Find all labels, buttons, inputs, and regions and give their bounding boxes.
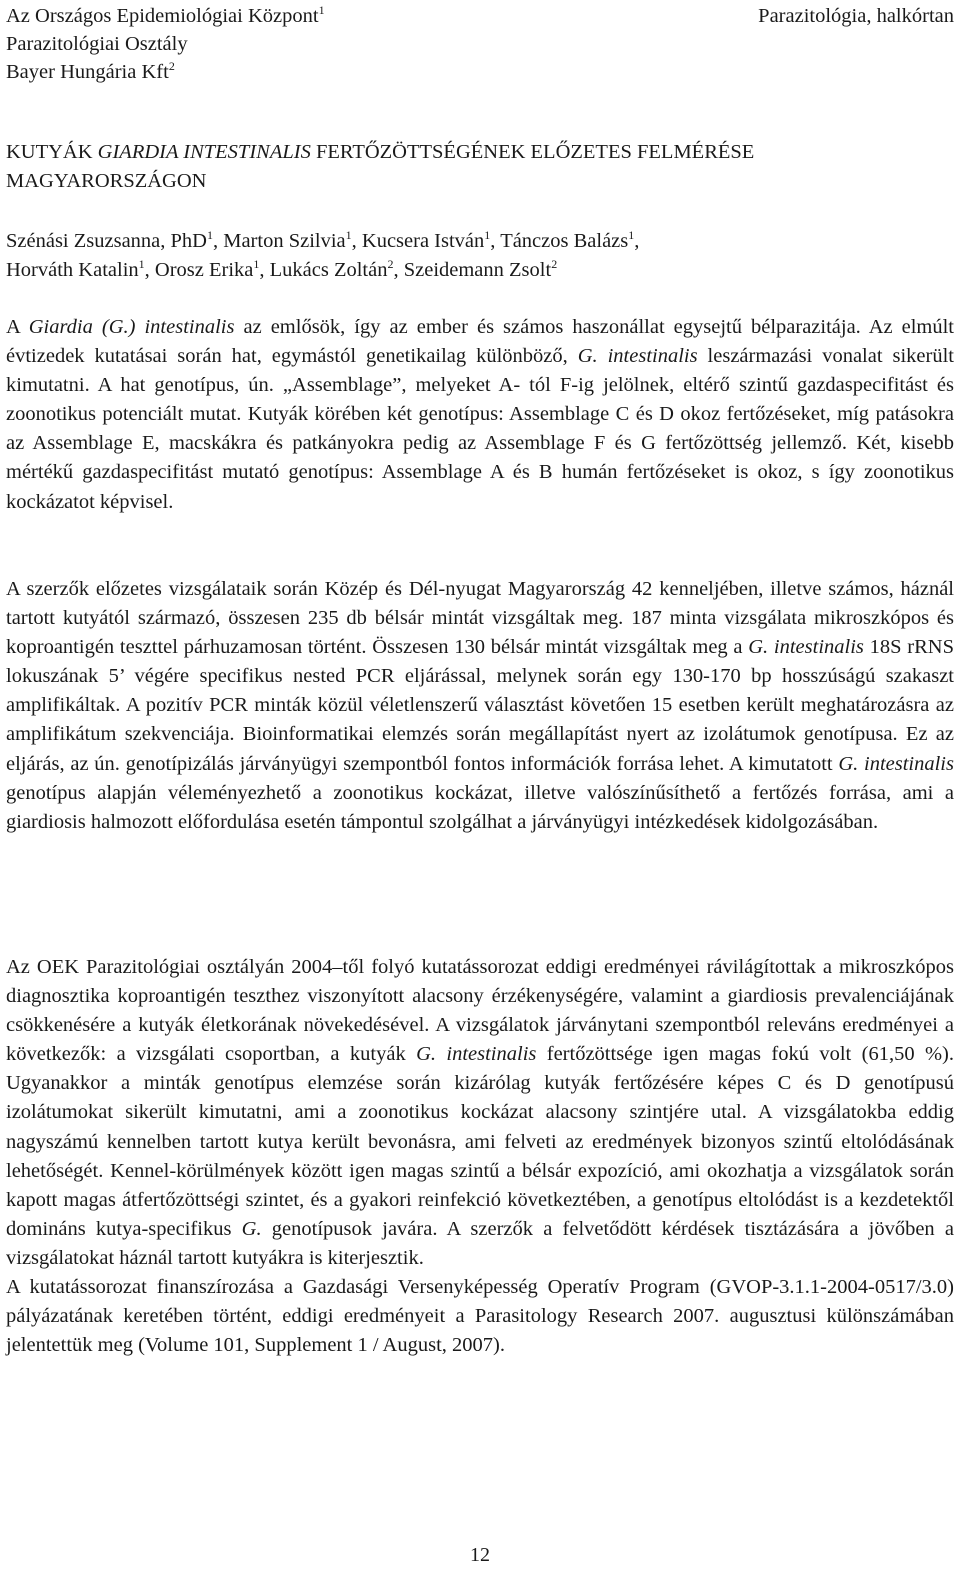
author-name: Lukács Zoltán: [269, 259, 388, 281]
author-name: Orosz Erika: [154, 259, 254, 281]
paragraph-methods: [6, 575, 954, 837]
author-line: [6, 227, 954, 256]
author-sup: 1: [206, 228, 213, 243]
title-text: FERTŐZÖTTSÉGÉNEK ELŐZETES FELMÉRÉSE: [310, 141, 755, 163]
page-number: 12: [470, 1544, 490, 1566]
author-name: Tánczos Balázs: [500, 230, 629, 252]
text-run: Az OEK Parazitológiai osztályán 2004–től folyó kutatássorozat eddigi eredményei rávilágítottak a mikroszkópos diagnosztika koproantigén teszthez viszonyított alacsony érzékenységére, valamint a giardiosis prevalenciájának csökkenésére a kutyák életkorának növekedésével. A vizsgálatok járványtani szempontból releváns eredményei a következők: a vizsgálati csoportban, a kutyák: [6, 956, 954, 1066]
author-sup: 2: [551, 257, 558, 272]
text-run: az emlősök, így az ember és számos haszonállat egysejtű bélparazitája. Az elmúlt évtizedek kutatásai során hat, egymástól genetikailag különböző,: [6, 316, 954, 368]
author-sup: 1: [345, 228, 352, 243]
paragraph-results: [6, 953, 954, 1360]
author-name: Szénási Zsuzsanna, PhD: [6, 230, 207, 252]
text-run: leszármazási vonalat sikerült kimutatni. A hat genotípus, ún. „Assemblage”, melyeket A- tól F-ig jelölnek, eltérő szintű gazdaspecifitást és zoonotikus potenciált mutat. Kutyák körében két genotípus: Assemblage C és D okoz fertőzéseket, míg patásokra az Assemblage E, macskákra és patkányokra pedig az Assemblage F és G fertőzöttség jellemző. Két, kisebb mértékű gazdaspecifitást mutató genotípus: Assemblage A és B humán fertőzéseket is okoz, s így zoonotikus kockázatot képvisel.: [6, 345, 954, 513]
author-sup: 1: [138, 257, 145, 272]
author-name: Kucsera István: [361, 230, 485, 252]
text-run: A: [6, 316, 29, 338]
italic-run: G.: [241, 1217, 262, 1240]
text-run: fertőzöttsége igen magas fokú volt (61,50 %). Ugyanakkor a minták genotípus elemzése során kizárólag kutyák fertőzésére képes C és D genotípusú izolátumokat sikerült kimutatni, ami a zoonotikus kockázat alacsony szintjére utal. A vizsgálatokba eddig nagyszámú kennelben tartott kutya került bevonásra, ami felveti az eredmények bizonyos szintű eltolódásának lehetőségét. Kennel-körülmények között igen magas szintű a bélsár expozíció, ami okozhatja a vizsgálatok során kapott magas átfertőzöttségi szintet, és a gyakori reinfekció következtében, a genotípus eltolódást is a kezdetektől domináns kutya-specifikus: [6, 1043, 954, 1240]
affiliations: [6, 2, 325, 86]
author-sup: 2: [387, 257, 394, 272]
affiliation-sup: 1: [318, 3, 325, 18]
author-sep: ,: [212, 230, 224, 252]
author-sep: ,: [634, 230, 640, 252]
affiliation-line: [6, 30, 325, 58]
title-text: KUTYÁK: [6, 141, 98, 163]
italic-run: G. intestinalis: [416, 1043, 537, 1066]
paragraph-text: [6, 575, 954, 837]
italic-run: G. intestinalis: [838, 752, 954, 775]
paragraph-text: [6, 313, 954, 517]
title-italic: GIARDIA INTESTINALIS: [97, 141, 311, 163]
affiliation-text: Az Országos Epidemiológiai Központ: [6, 5, 319, 27]
text-run: genotípus alapján véleményezhető a zoonotikus kockázat, illetve valószínűsíthető a fertőzés forrása, ami a giardiosis halmozott előfordulása esetén támpontul szolgálhat a járványügyi intézkedések kidolgozásában.: [6, 781, 954, 833]
italic-run: G. intestinalis: [748, 636, 864, 659]
author-name: Szeidemann Zsolt: [403, 259, 552, 281]
title-line: MAGYARORSZÁGON: [6, 170, 207, 192]
affiliation-text: Parazitológiai Osztály: [6, 33, 188, 55]
title-line: [6, 138, 954, 167]
author-line: [6, 256, 954, 285]
paragraph-funding: A kutatássorozat finanszírozása a Gazdasági Versenyképesség Operatív Program (GVOP-3.1.1-2004-0517/3.0) pályázatának keretében történt, eddigi eredményeit a Parasitology Research 2007. augusztusi különszámában jelentettük meg (Volume 101, Supplement 1 / August, 2007).: [6, 1276, 954, 1357]
author-sep: ,: [144, 259, 155, 281]
author-sep: ,: [351, 230, 362, 252]
author-sep: ,: [490, 230, 501, 252]
author-name: Horváth Katalin: [6, 259, 139, 281]
article-title: [6, 138, 954, 196]
affiliation-sup: 2: [168, 59, 175, 74]
author-sup: 1: [253, 257, 260, 272]
author-name: Marton Szilvia: [223, 230, 346, 252]
italic-run: G. intestinalis: [577, 345, 698, 368]
text-run: genotípusok javára. A szerzők a felvetődött kérdések tisztázására a jövőben a vizsgálatokat háznál tartott kutyákra is kiterjesztik.: [6, 1217, 954, 1269]
affiliation-text: Bayer Hungária Kft: [6, 61, 169, 83]
affiliation-line: [6, 58, 325, 86]
paragraph-text: [6, 953, 954, 1273]
author-sep: ,: [259, 259, 270, 281]
section-label: Parazitológia, halkórtan: [758, 5, 954, 27]
author-sep: ,: [393, 259, 404, 281]
text-run: A szerzők előzetes vizsgálataik során Közép és Dél-nyugat Magyarország 42 kenneljében, illetve számos, háznál tartott kutyától származó, összesen 235 db bélsár mintát vizsgáltak meg. 187 minta vizsgálata mikroszkópos és koproantigén teszttel párhuzamosan történt. Összesen 130 bélsár mintát vizsgáltak meg a: [6, 578, 954, 659]
text-run: 18S rRNS lokuszának 5’ végére specifikus nested PCR eljárással, melynek során egy 130-170 bp hosszúságú szakaszt amplifikáltak. A pozitív PCR minták közül véletlenszerű választást követően 15 esetben került meghatározásra az amplifikátum szekvenciája. Bioinformatikai elemzés során megállapítást nyert az izolátumok genotípusa. Ez az eljárás, az ún. genotípizálás járványügyi szempontból fontos információk forrása lehet. A kimutatott: [6, 636, 954, 775]
italic-run: Giardia (G.) intestinalis: [28, 316, 235, 338]
author-list: [6, 227, 954, 285]
author-sup: 1: [484, 228, 491, 243]
affiliation-line: [6, 2, 325, 30]
paragraph-intro: [6, 313, 954, 517]
author-sup: 1: [628, 228, 635, 243]
page-header: [6, 0, 954, 90]
